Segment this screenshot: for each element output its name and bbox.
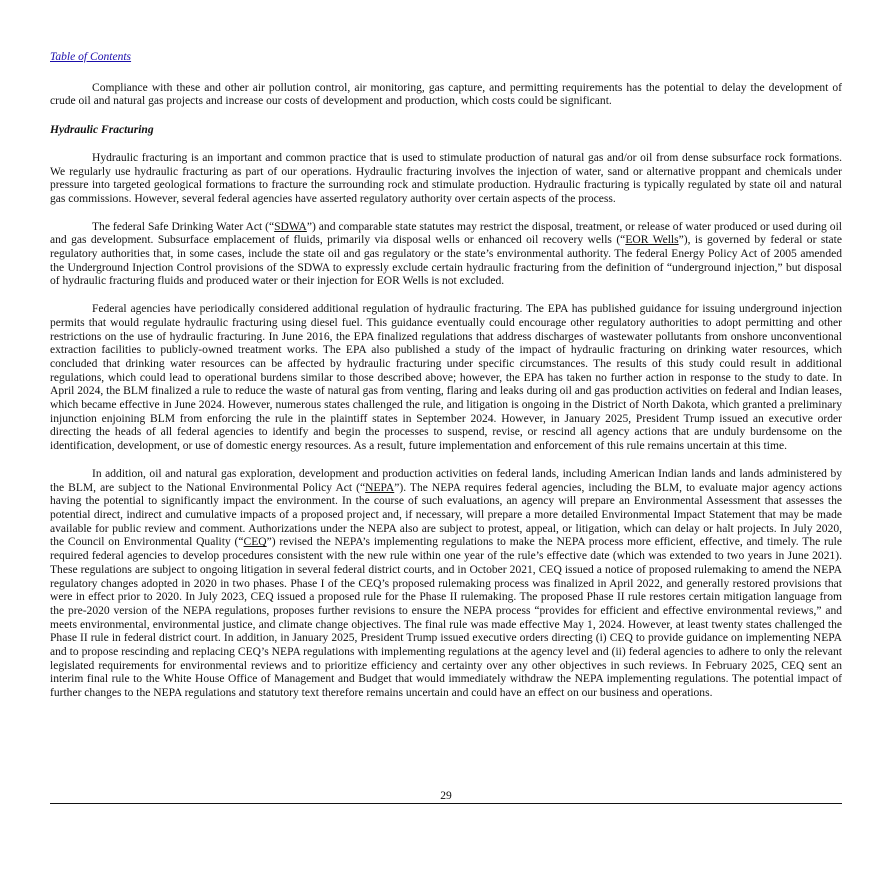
text-run: ”) revised the NEPA’s implementing regulations to make the NEPA process more efficient, effective, and timely. The rule required federal agencies to develop procedures consistent with the new rule within one year of the rule’s effective date (which was extended to two years in June 2021). These regulations are subject to ongoing litigation in several federal district courts, and in October 2021, CEQ issued a notice of proposed rulemaking to amend the NEPA regulatory changes adopted in 2020 in two phases. Phase I of the CEQ’s proposed rulemaking process was finalized in April 2022, and generally restored provisions that were in effect prior to 2020. In July 2023, CEQ issued a proposed rule for the Phase II rulemaking. The proposed Phase II rule restores certain mitigation language from the pre-2020 version of the NEPA regulations, proposes further revisions to ensure the NEPA process “provides for efficient and effective environmental reviews,” and meets environmental, environmental justice, and climate change objectives. The final rule was made effective May 1, 2024. However, at least twenty states challenged the Phase II rule in federal district court. In addition, in January 2025, President Trump issued executive orders directing (i) CEQ to provide guidance on implementing NEPA and to propose rescinding and replacing CEQ’s NEPA regulations with implementing regulations at the agency level and (ii) federal agencies to adhere to only the relevant legislated requirements for environmental reviews and to prioritize efficiency and certainty over any other objectives in such reviews. In February 2025, CEQ sent an interim final rule to the White House Office of Management and Budget that would immediately withdraw the NEPA implementing regulations. The potential impact of further changes to the NEPA regulations and statutory text therefore remains uncertain and could have an effect on our business and operations.: [50, 536, 842, 700]
table-of-contents-link[interactable]: Table of Contents: [50, 51, 132, 63]
footer-rule: [50, 803, 842, 804]
document-page: [50, 50, 842, 701]
nepa-defined-term: NEPA: [365, 481, 395, 494]
page-number: 29: [440, 790, 452, 802]
text-run: In addition, oil and natural gas exploration, development and production activities on federal lands, including American Indian lands and lands administered by the BLM, are subject to the National Environmental Policy Act (“: [50, 467, 842, 494]
federal-regulation-paragraph: Federal agencies have periodically considered additional regulation of hydraulic fracturing. The EPA has published guidance for issuing underground injection permits that would regulate hydraulic fracturing using diesel fuel. This guidance eventually could encourage other regulatory authorities to adopt permitting and other restrictions on the use of hydraulic fracturing. In June 2016, the EPA finalized regulations that address discharges of wastewater pollutants from onshore unconventional extraction facilities to publicly-owned treatment works. The EPA also published a study of the impact of hydraulic fracturing on drinking water resources, which concluded that drinking water resources can be affected by hydraulic fracturing under specific circumstances. The results of this study could result in additional regulations, which could lead to operational burdens similar to those described above; however, the EPA has taken no further action in response to the study to date. In April 2024, the BLM finalized a rule to reduce the waste of natural gas from venting, flaring and leaks during oil and gas production activities on federal and Indian leases, which became effective in June 2024. However, numerous states challenged the rule, and litigation is ongoing in the District of North Dakota, which granted a preliminary injunction enjoining BLM from enforcing the rule in the plaintiff states in September 2024. However, in January 2025, President Trump issued an executive order directing the heads of all federal agencies to identify and begin the processes to suspend, revise, or rescind all agency actions that are unduly burdensome on the identification, development, or use of domestic energy resources. As a result, future implementation and enforcement of this rule remains uncertain at this time.: [50, 303, 842, 453]
sdwa-paragraph: [50, 221, 842, 290]
intro-paragraph: Compliance with these and other air pollution control, air monitoring, gas capture, and permitting requirements has the potential to delay the development of crude oil and natural gas projects and increase our costs of development and production, which costs could be significant.: [50, 81, 842, 108]
ceq-defined-term: CEQ: [243, 536, 267, 549]
text-run: ”) and comparable state statutes may restrict the disposal, treatment, or release of water produced or used during oil and gas development. Subsurface emplacement of fluids, primarily via disposal wells or enhanced oil recovery wells (“: [50, 220, 842, 247]
text-run: The federal Safe Drinking Water Act (“: [92, 220, 275, 233]
hydraulic-fracturing-paragraph: Hydraulic fracturing is an important and common practice that is used to stimulate production of natural gas and/or oil from dense subsurface rock formations. We regularly use hydraulic fracturing as part of our operations. Hydraulic fracturing involves the injection of water, sand or alternative proppant and chemicals under pressure into targeted geological formations to fracture the surrounding rock and stimulate production. Hydraulic fracturing is typically regulated by state oil and natural gas commissions. However, several federal agencies have asserted regulatory authority over certain aspects of the process.: [50, 151, 842, 205]
text-run: ”), is governed by federal or state regulatory authorities that, in some cases, include the state oil and gas regulatory or the state’s environmental authority. The federal Energy Policy Act of 2005 amended the Underground Injection Control provisions of the SDWA to expressly exclude certain hydraulic fracturing from the definition of “underground injection,” but disposal of hydraulic fracturing fluids and produced water or their injection for EOR Wells is not excluded.: [50, 234, 843, 288]
sdwa-defined-term: SDWA: [274, 220, 307, 233]
text-run: ”). The NEPA requires federal agencies, including the BLM, to evaluate major agency actions having the potential to significantly impact the environment. In the course of such evaluations, an agency will prepare an Environmental Assessment that assesses the potential direct, indirect and cumulative impacts of a proposed project and, if necessary, will prepare a more detailed Environmental Impact Statement that may be made available for public review and comment. Authorizations under the NEPA also are subject to protest, appeal, or litigation, which can delay or halt projects. In July 2020, the Council on Environmental Quality (“: [50, 481, 842, 549]
nepa-paragraph: [50, 468, 842, 701]
eor-wells-defined-term: EOR Wells: [625, 234, 679, 247]
section-heading: Hydraulic Fracturing: [50, 124, 154, 137]
